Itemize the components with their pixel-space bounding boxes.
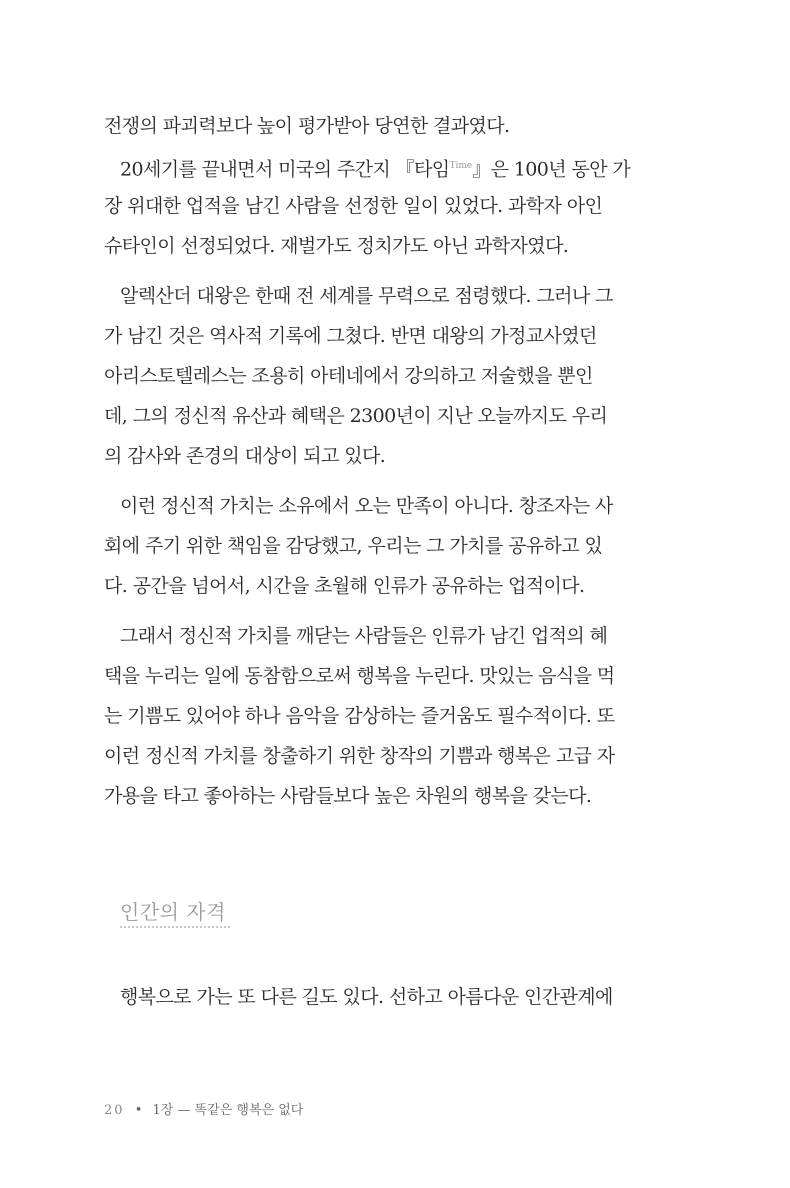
- body-line-2-tail: 』은 100년 동안 가: [472, 158, 631, 181]
- body-line-4: 슈타인이 선정되었다. 재벌가도 정치가도 아닌 과학자였다.: [104, 235, 569, 257]
- body-line-15: 는 기쁨도 있어야 하나 음악을 감상하는 즐거움도 필수적이다. 또: [104, 705, 615, 727]
- body-line-13: 그래서 정신적 가치를 깨닫는 사람들은 인류가 남긴 업적의 혜: [120, 625, 608, 647]
- body-line-2: [120, 151, 630, 184]
- body-line-9: 의 감사와 존경의 대상이 되고 있다.: [104, 445, 386, 467]
- body-line-3: 장 위대한 업적을 남긴 사람을 선정한 일이 있었다. 과학자 아인: [104, 195, 603, 217]
- page-number: 20: [104, 1103, 125, 1118]
- section-first-line: 행복으로 가는 또 다른 길도 있다. 선하고 아름다운 인간관계에: [120, 986, 613, 1008]
- time-annotation: Time: [449, 161, 473, 171]
- body-line-1: 전쟁의 파괴력보다 높이 평가받아 당연한 결과였다.: [104, 115, 510, 137]
- body-line-2-text: 20세기를 끝내면서 미국의 주간지 『타임: [120, 158, 450, 181]
- page-footer: [104, 1099, 303, 1118]
- section-heading: 인간의 자격: [120, 900, 226, 924]
- body-line-16: 이런 정신적 가치를 창출하기 위한 창작의 기쁨과 행복은 고급 자: [104, 745, 615, 767]
- body-line-5: 알렉산더 대왕은 한때 전 세계를 무력으로 점령했다. 그러나 그: [120, 285, 613, 307]
- chapter-title: 1장 — 똑같은 행복은 없다: [152, 1103, 304, 1118]
- section-heading-underline: [120, 926, 230, 928]
- body-line-17: 가용을 타고 좋아하는 사람들보다 높은 차원의 행복을 갖는다.: [104, 785, 592, 807]
- body-line-7: 아리스토텔레스는 조용히 아테네에서 강의하고 저술했을 뿐인: [104, 365, 593, 387]
- body-line-6: 가 남긴 것은 역사적 기록에 그쳤다. 반면 대왕의 가정교사였던: [104, 325, 597, 347]
- body-line-12: 다. 공간을 넘어서, 시간을 초월해 인류가 공유하는 업적이다.: [104, 575, 585, 597]
- body-line-8: 데, 그의 정신적 유산과 혜택은 2300년이 지난 오늘까지도 우리: [104, 405, 608, 427]
- body-line-14: 택을 누리는 일에 동참함으로써 행복을 누린다. 맛있는 음식을 먹: [104, 665, 615, 687]
- footer-bullet: •: [134, 1103, 143, 1118]
- body-line-11: 회에 주기 위한 책임을 감당했고, 우리는 그 가치를 공유하고 있: [104, 535, 603, 557]
- body-line-10: 이런 정신적 가치는 소유에서 오는 만족이 아니다. 창조자는 사: [120, 495, 613, 517]
